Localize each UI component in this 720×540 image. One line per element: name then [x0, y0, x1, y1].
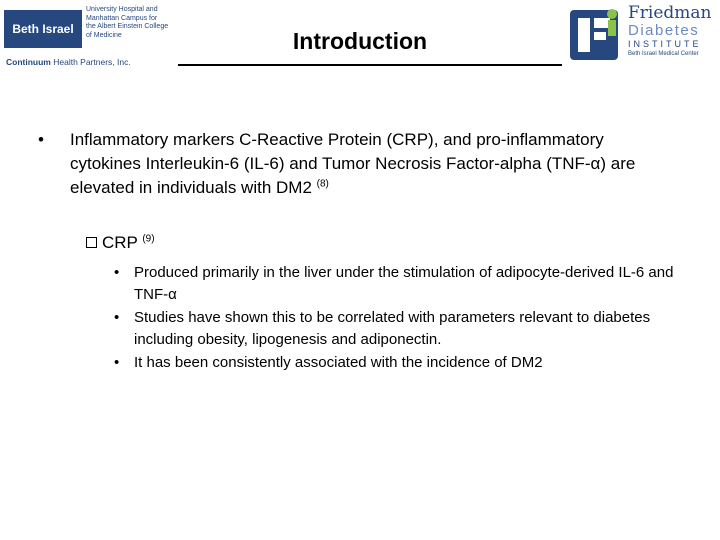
item-text: It has been consistently associated with the incidence of DM2 — [134, 354, 543, 371]
page-title: Introduction — [292, 28, 428, 54]
friedman-mark-icon — [568, 6, 624, 62]
affiliation-line: University Hospital and — [86, 6, 158, 13]
bullet-text — [70, 128, 640, 200]
partners-rest: Health Partners, Inc. — [50, 57, 131, 67]
crp-item-list — [114, 262, 674, 376]
item-text: Produced primarily in the liver under the stimulation of adipocyte-derived IL-6 and TNF-α — [134, 264, 674, 303]
item-marker: • — [114, 309, 120, 326]
affiliation-line: Manhattan Campus for — [86, 14, 158, 22]
partners-bold: Continuum — [6, 57, 51, 67]
crp-ref: (9) — [142, 233, 155, 245]
bullet-marker: • — [38, 130, 44, 149]
bullet-ref: (8) — [316, 178, 329, 190]
beth-israel-badge: Beth Israel — [4, 10, 82, 48]
friedman-line4: Beth Israel Medical Center — [628, 51, 699, 57]
crp-label: CRP — [102, 233, 138, 252]
friedman-line1: Friedman — [628, 3, 712, 23]
friedman-diabetes-logo — [568, 4, 718, 66]
friedman-wordmark — [628, 4, 712, 58]
item-marker: • — [114, 264, 120, 281]
list-item — [114, 262, 674, 305]
friedman-line2: Diabetes — [628, 22, 700, 39]
list-item — [114, 352, 674, 374]
list-item — [114, 307, 674, 350]
friedman-line3: INSTITUTE — [628, 39, 702, 49]
affiliation-line: of Medicine — [86, 31, 122, 39]
title-underline — [178, 64, 562, 66]
item-text: Studies have shown this to be correlated with parameters relevant to diabetes including obesity, lipogenesis and adiponectin. — [134, 309, 651, 348]
bullet-text-content: Inflammatory markers C-Reactive Protein (CRP), and pro-inflammatory cytokines Interleukin-6 (IL-6) and Tumor Necrosis Factor-alpha (TNF-α) are elevated in individuals with DM2 — [70, 130, 636, 197]
partners-text — [6, 57, 131, 67]
item-marker: • — [114, 354, 120, 371]
checkbox-bullet-icon — [86, 237, 97, 248]
crp-section-heading — [86, 232, 155, 254]
affiliation-line: the Albert Einstein College — [86, 23, 169, 30]
